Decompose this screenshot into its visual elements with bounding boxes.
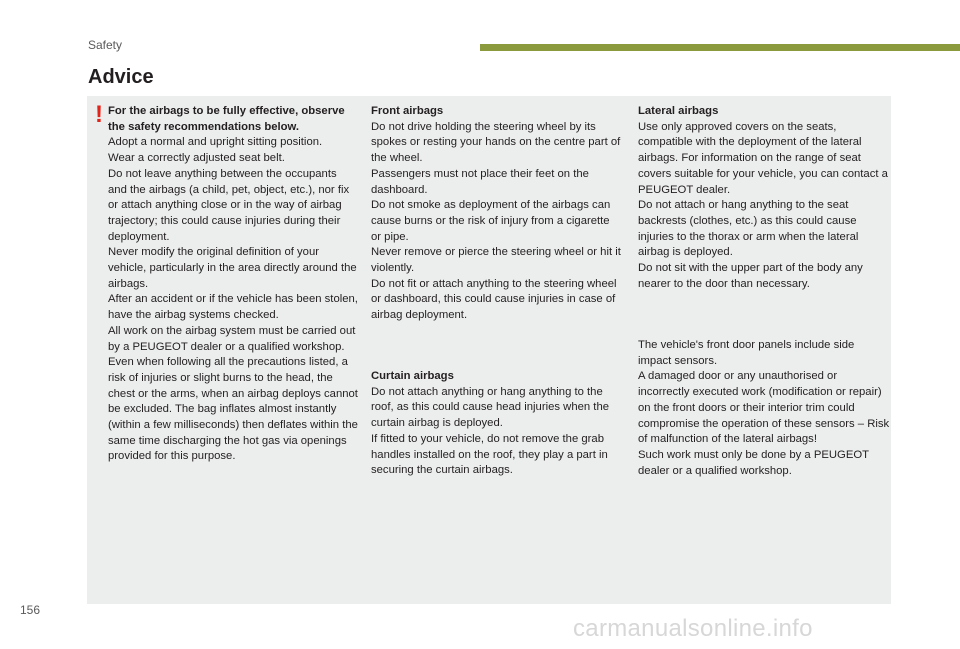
advice-line: Do not attach or hang anything to the seat backrests (clothes, etc.) as this could cause injuries to the thorax or arm when the lateral airbag is deployed. [638,199,859,259]
lateral-airbags-heading: Lateral airbags [638,105,719,117]
advice-line: Wear a correctly adjusted seat belt. [108,152,285,165]
advice-line: The vehicle's front door panels include side impact sensors. [638,339,855,367]
lateral-airbags-section [638,104,890,292]
advice-line: After an accident or if the vehicle has been stolen, have the airbag systems checked. [108,293,358,322]
front-airbags-section [371,104,621,324]
general-advice-intro: For the airbags to be fully effective, observe the safety recommendations below. [108,105,345,133]
advice-line: Do not leave anything between the occupants and the airbags (a child, pet, object, etc.), nor fix or attach anything close or in the way of airbag trajectory; this could cause injuries during their deployment. [108,167,350,243]
door-sensors-section [638,338,890,479]
general-advice-column [108,104,358,465]
curtain-airbags-heading: Curtain airbags [371,370,454,382]
section-accent-bar [480,44,960,51]
exclamation-warning-icon: ! [95,101,103,128]
advice-line: A damaged door or any unauthorised or incorrectly executed work (modification or repair) on the front doors or their interior trim could compromise the operation of these sensors – Risk of malfunction of the lateral airbags! [638,370,890,446]
advice-line: Never remove or pierce the steering wheel or hit it violently. [371,246,621,275]
advice-line: Never modify the original definition of your vehicle, particularly in the area directly around the airbags. [108,246,357,290]
advice-line: Passengers must not place their feet on the dashboard. [371,167,589,196]
advice-line: Even when following all the precautions listed, a risk of injuries or slight burns to the head, the chest or the arms, when an airbag deploys cannot be excluded. The bag inflates almost instantly (within a few milliseconds) then deflates within the same time discharging the hot gas via openings provided for this purpose. [108,356,358,463]
advice-line: Do not attach anything or hang anything to the roof, as this could cause head injuries when the curtain airbag is deployed. [371,385,610,430]
advice-line: Such work must only be done by a PEUGEOT dealer or a qualified workshop. [638,448,869,477]
page-title: Advice [88,66,154,88]
advice-line: Do not smoke as deployment of the airbags can cause burns or the risk of injury from a cigarette or pipe. [371,199,611,243]
page-number: 156 [20,603,41,617]
advice-line: Do not fit or attach anything to the steering wheel or dashboard, this could cause injuries in case of airbag deployment. [371,277,617,322]
advice-line: Do not sit with the upper part of the body any nearer to the door than necessary. [638,262,863,290]
front-airbags-heading: Front airbags [371,105,444,117]
advice-line: Adopt a normal and upright sitting position. [108,136,323,149]
advice-line: All work on the airbag system must be carried out by a PEUGEOT dealer or a qualified workshop. [108,324,356,353]
advice-line: Use only approved covers on the seats, compatible with the deployment of the lateral airbags. For information on the range of seat covers suitable for your vehicle, you can contact a PEUGEOT dealer. [638,120,888,196]
section-label: Safety [88,38,123,52]
site-watermark: carmanualsonline.info [573,615,813,642]
advice-line: Do not drive holding the steering wheel by its spokes or resting your hands on the centre part of the wheel. [371,120,621,165]
advice-line: If fitted to your vehicle, do not remove the grab handles installed on the roof, they play a part in securing the curtain airbags. [371,432,608,477]
curtain-airbags-section [371,369,621,479]
